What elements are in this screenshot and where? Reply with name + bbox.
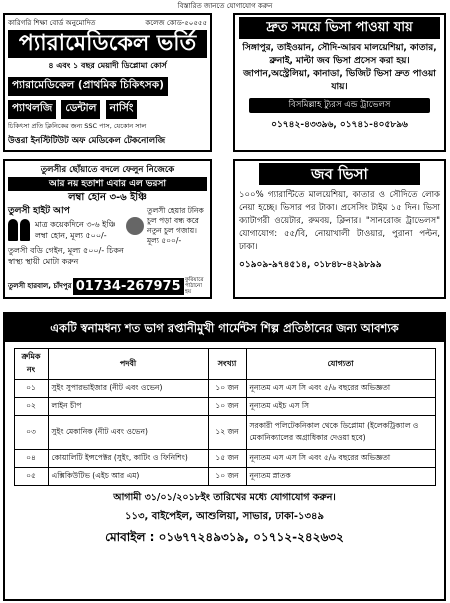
job-visa-title: জব ভিসা xyxy=(259,163,420,185)
row-serial: ০৩ xyxy=(14,416,48,450)
row-serial: ০৫ xyxy=(14,468,48,486)
row-qualification: নূন্যতম এস এস সি এবং ৫/৬ বছরের অভিজ্ঞতা xyxy=(246,380,435,398)
row-count: ১০ জন xyxy=(208,468,246,486)
header-count: সংখ্যা xyxy=(208,349,246,380)
garments-job-ad xyxy=(3,312,446,601)
row-serial: ০২ xyxy=(14,398,48,416)
row-position: কোয়ালিটি ইন্সপেক্টর (সুইং, কাটিং ও ফিনিশিং) xyxy=(48,450,208,468)
institute-phone[interactable] xyxy=(93,150,207,152)
height-desc: মাত্র কয়েকদিনে ৩-৬ ইঞ্চি লম্বা হোন, মূল্য ৫০০/- xyxy=(35,220,116,240)
row-qualification: নূন্যতম এইচ এস সি xyxy=(246,398,435,416)
herbal-phone[interactable]: 01734-267975 xyxy=(73,278,184,295)
hair-head-icon xyxy=(126,217,144,235)
height-product: তুলসী হাইট আপ xyxy=(8,206,70,216)
row-qualification: নূন্যতম স্নাতক xyxy=(246,468,435,486)
herbal-brand: তুলসী হারবাল, চাঁদপুর xyxy=(8,282,72,290)
row-qualification: নূন্যতম এস এস সি এবং ৫/৬ বছরের অভিজ্ঞতা xyxy=(246,450,435,468)
institute-name: উত্তরা ইনস্টিটিউট অফ মেডিকেল টেকনোলজি xyxy=(8,136,166,146)
herbal-line2: আর নয় হতাশা এবার এল ভরসা xyxy=(8,177,207,191)
visa-title: দ্রুত সময়ে ভিসা পাওয়া যায় xyxy=(239,17,440,39)
course-nursing: নার্সিং xyxy=(106,100,138,119)
job-visa-phones[interactable]: ০১৯০৯-৯৭৪৫১৪, ০১৮৪৮-৪২৯৮৯৯ xyxy=(239,260,382,270)
contact-deadline: আগামী ৩১/০১/২০১৮ইং তারিখের মধ্যে যোগাযোগ করুন। xyxy=(113,492,336,503)
job-visa-body: ১০০% গ্যারান্টিতে মালয়েশিয়া, কাতার ও সৌদিতে লোক নেয়া হচ্ছে। ভিসার পর টাকা। প্রসেসিং টাইম ১৫ দিন। ভিসা ক্যাটাগরী ওয়েটার, রুমবয়, ক্লিনার। "সানরোজ ট্রাভেলস" যোগাযোগ: ৫৫/বি, নোয়াখালী টাওয়ার, পুরানা পল্টন, ঢাকা। xyxy=(239,190,440,252)
hair-tonic-desc: তুলসী হেয়ার টনিক চুল পড়া বন্ধ করে নতুন চুল গজায়। মূল্য ৫০০/- xyxy=(147,206,204,245)
row-position: সুইং মেকানিক (নীট এবং ওভেন) xyxy=(48,416,208,450)
recognized-by: কারিগরি শিক্ষা বোর্ড অনুমোদিত xyxy=(8,19,96,27)
row-qualification: সরকারী পলিটেকনিকাল থেকে ডিপ্লোমা (ইলেকট্রিক্যাল ও মেকানিক্যালের অগ্রাধিকার দেওয়া হবে) xyxy=(246,416,435,450)
table-row xyxy=(14,468,435,486)
header-qualification: যোগ্যতা xyxy=(246,349,435,380)
visa-phones[interactable]: ০১৭৪২-৪৩৩৯৬, ০১৭৪১-৪০৫৮৯৬ xyxy=(271,120,408,130)
row-position: সুইং সুপারভাইজার (নীট এবং ওভেন) xyxy=(48,380,208,398)
job-visa-ad xyxy=(233,159,446,299)
table-header-row xyxy=(14,349,435,380)
herbal-line1: তুলসীর ছোঁয়াতে বদলে ফেলুন নিজেকে xyxy=(40,165,175,175)
herbal-line3: লম্বা হোন ৩-৬ ইঞ্চি xyxy=(68,192,147,203)
visa-agency: বিসমিল্লাহ ট্যুরস এন্ড ট্রাভেলস xyxy=(249,98,430,113)
course-paramedical: প্যারামেডিকেল (প্রাথমিক চিকিৎসক) xyxy=(8,77,168,96)
top-line: বিস্তারিত জানতে যোগাযোগ করুন xyxy=(177,2,273,10)
header-position: পদবী xyxy=(48,349,208,380)
person-figure-icon xyxy=(20,219,30,241)
table-row xyxy=(14,398,435,416)
college-code: কলেজ কোড-৫০৫৫৫ xyxy=(145,19,207,27)
row-serial: ০১ xyxy=(14,380,48,398)
row-serial: ০৪ xyxy=(14,450,48,468)
paramedical-subtitle: ৪ এবং ১ বছর মেয়াদী ডিপ্লোমা কোর্স xyxy=(48,61,167,70)
table-row xyxy=(14,450,435,468)
row-position: এক্সিকিউটিভ (এইচ আর এম) xyxy=(48,468,208,486)
garments-title: একটি স্বনামধন্য শত ভাগ রপ্তানীমুখী গার্মেন্টস শিল্প প্রতিষ্ঠানের জন্য আবশ্যক xyxy=(5,314,444,342)
table-row xyxy=(14,380,435,398)
row-count: ১০ জন xyxy=(208,398,246,416)
row-count: ১২ জন xyxy=(208,416,246,450)
courier-note: কুরিয়ারে পাঠানো হয় xyxy=(184,277,204,295)
herbal-ad xyxy=(3,159,212,299)
header-serial: ক্রমিক নং xyxy=(14,349,48,380)
course-dental: ডেন্টাল xyxy=(61,100,100,119)
table-row xyxy=(14,416,435,450)
visa-body: সিঙ্গাপুর, তাইওয়ান, সৌদি-আরব মালয়েশিয়া, কাতার, ব্রুনাই, মাল্টা জব ভিসা প্রসেস করা হয়। জাপান,অস্ট্রেলিয়া, কানাডা, ভিজিট ভিসা দ্রুত পাওয়া যায়। xyxy=(242,43,437,92)
body-gain-desc: তুলসী বডি গেইন, মূল্য ৫০০/- চিকন স্বাস্থ্য স্থায়ী মোটা করুন xyxy=(8,246,124,266)
paramedical-title: প্যারামেডিকেল ভর্তি xyxy=(8,30,207,58)
company-address: ১১৩, বাইপেইল, আশুলিয়া, সাভার, ঢাকা-১৩৪৯ xyxy=(124,511,325,522)
row-position: লাইন চীপ xyxy=(48,398,208,416)
row-count: ১৫ জন xyxy=(208,450,246,468)
company-mobile[interactable]: মোবাইল : ০১৬৭৭২৪৯৩১৯, ০১৭১২-২৪২৬৩২ xyxy=(105,530,344,544)
course-pathology: প্যাথলজি xyxy=(8,100,56,119)
person-figure-icon xyxy=(8,219,18,241)
positions-table xyxy=(14,348,436,486)
row-count: ১০ জন xyxy=(208,380,246,398)
paramedical-ad xyxy=(3,13,212,152)
admission-requirement: চিকিৎসা প্রতি ক্লিনিকের জন্য SSC পাস, যেকোন সাল xyxy=(8,122,147,130)
visa-ad xyxy=(233,13,446,152)
